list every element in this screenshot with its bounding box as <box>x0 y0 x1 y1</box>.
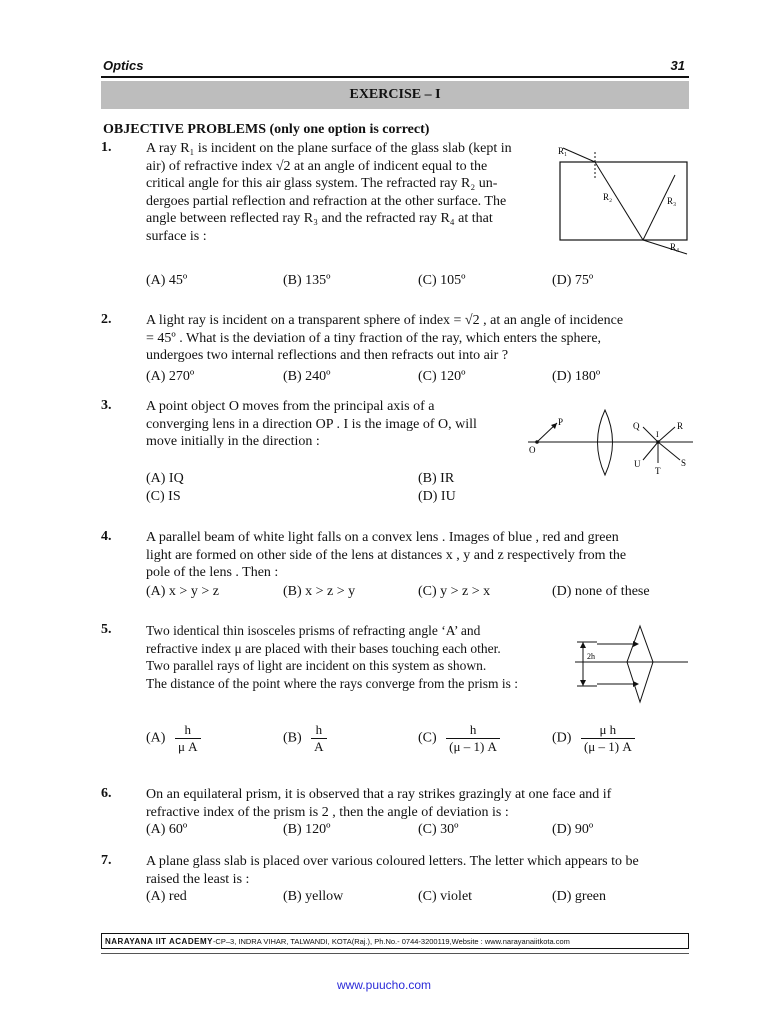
question-2-number: 2. <box>101 312 112 327</box>
q6-option-c: (C) 30º <box>418 822 459 837</box>
q7-option-a: (A) red <box>146 889 187 904</box>
label-p: P <box>558 417 564 427</box>
label-r: R <box>677 421 684 431</box>
q1-option-a: (A) 45º <box>146 273 188 288</box>
label-s: S <box>681 458 687 468</box>
label-q: Q <box>633 421 640 431</box>
q7-option-c: (C) violet <box>418 889 473 904</box>
q5-option-a: (A) $\frac{h}{\text{μ A}}$ <box>146 722 201 755</box>
q6-option-b: (B) 120º <box>283 822 331 837</box>
question-4-number: 4. <box>101 529 112 544</box>
q4-option-d: (D) none of these <box>552 584 650 599</box>
q4-option-a: (A) x > y > z <box>146 584 219 599</box>
label-2h: 2h <box>587 652 595 661</box>
footer-address: -CP–3, INDRA VIHAR, TALWANDI, KOTA(Raj.), Ph.No.- 0744-3200119,Website : www.narayanaiitkota.com <box>212 937 570 946</box>
question-4-text: A parallel beam of white light falls on a convex lens . Images of blue , red and green light are formed on other side of the lens at distances x , y and z respectively from the pole of the lens . Then : <box>146 530 627 580</box>
running-header-title: Optics <box>103 58 144 73</box>
footer-address-bar <box>101 933 689 949</box>
question-1-number: 1. <box>101 140 112 155</box>
q4-option-c: (C) y > z > x <box>418 584 491 599</box>
label-r3: R₃ <box>667 196 677 206</box>
q3-option-b: (B) IR <box>418 471 455 486</box>
label-r2: R₂ <box>603 192 613 202</box>
question-5-text: Two identical thin isosceles prisms of refracting angle ‘A’ and refractive index μ are placed with their bases touching each other. Two parallel rays of light are incident on this system as shown. The distance of the point where the rays converge from the prism is : <box>146 623 519 691</box>
q2-option-d: (D) 180º <box>552 369 601 384</box>
footer-brand: NARAYANA IIT ACADEMY <box>105 937 213 946</box>
q2-option-a: (A) 270º <box>146 369 195 384</box>
q5-option-b: (B) $\frac{h}{A}$ <box>283 722 327 755</box>
arrow-is <box>658 442 680 460</box>
q1-option-b: (B) 135º <box>283 273 331 288</box>
question-2-text: A light ray is incident on a transparent sphere of index = √2 , at an angle of incidence = 45º . What is the deviation of a tiny fraction of the ray, which enters the sphere, undergoes two internal reflections and then refracts out into air ? <box>146 313 624 363</box>
label-i: I <box>656 430 659 439</box>
q5-option-d: (D) $\frac{\text{μ h}}{(\mu - 1) A}$ <box>552 722 635 755</box>
question-3-number: 3. <box>101 398 112 413</box>
arrow-iu <box>643 442 658 460</box>
arrow-ir <box>658 427 675 442</box>
exercise-banner: EXERCISE – I <box>101 81 689 109</box>
q3-option-c: (C) IS <box>146 489 181 504</box>
question-7-text: A plane glass slab is placed over various coloured letters. The letter which appears to be raised the least is : <box>146 854 639 887</box>
q7-option-d: (D) green <box>552 889 607 904</box>
label-r1: R₁ <box>558 146 568 156</box>
label-t: T <box>655 466 661 476</box>
ray-r3 <box>643 175 675 240</box>
ray-r4 <box>643 240 687 254</box>
label-r4: R₄ <box>670 242 680 252</box>
q1-option-d: (D) 75º <box>552 273 594 288</box>
q3-lens-figure <box>525 405 695 480</box>
ray-r1 <box>563 148 595 162</box>
question-7-number: 7. <box>101 853 112 868</box>
q1-glass-slab-figure <box>555 140 695 260</box>
section-title: OBJECTIVE PROBLEMS (only one option is correct) <box>103 122 430 137</box>
label-o: O <box>529 445 536 455</box>
q2-option-c: (C) 120º <box>418 369 466 384</box>
question-1-text: A ray R₁ is incident on the plane surface of the glass slab (kept in air) of refractive index √2 at an angle of indicent equal to the critical angle for this air glass system. The refracted ray R₂ un- dergoes partial reflection and refraction at the other surface. The angle between reflected ray R₃ and the refracted ray R₄ at that surface is : <box>146 141 512 244</box>
q2-option-b: (B) 240º <box>283 369 331 384</box>
website-link[interactable]: www.puucho.com <box>336 978 432 992</box>
q6-option-a: (A) 60º <box>146 822 188 837</box>
question-3-text: A point object O moves from the principal axis of a converging lens in a direction OP . I is the image of O, will move initially in the direction : <box>146 399 477 449</box>
q6-option-d: (D) 90º <box>552 822 594 837</box>
q4-option-b: (B) x > z > y <box>283 584 356 599</box>
q3-option-d: (D) IU <box>418 489 456 504</box>
q3-option-a: (A) IQ <box>146 471 184 486</box>
lower-prism <box>627 662 653 702</box>
q1-option-c: (C) 105º <box>418 273 466 288</box>
footer-rule <box>101 953 689 954</box>
header-rule <box>101 76 689 78</box>
question-5-number: 5. <box>101 622 112 637</box>
q5-prism-figure <box>565 622 690 717</box>
label-u: U <box>634 459 641 469</box>
q7-option-b: (B) yellow <box>283 889 344 904</box>
question-6-text: On an equilateral prism, it is observed that a ray strikes grazingly at one face and if refractive index of the prism is 2 , then the angle of deviation is : <box>146 787 612 820</box>
question-6-number: 6. <box>101 786 112 801</box>
q5-option-c: (C) $\frac{h}{(\mu - 1) A}$ <box>418 722 500 755</box>
page-number: 31 <box>670 58 685 73</box>
